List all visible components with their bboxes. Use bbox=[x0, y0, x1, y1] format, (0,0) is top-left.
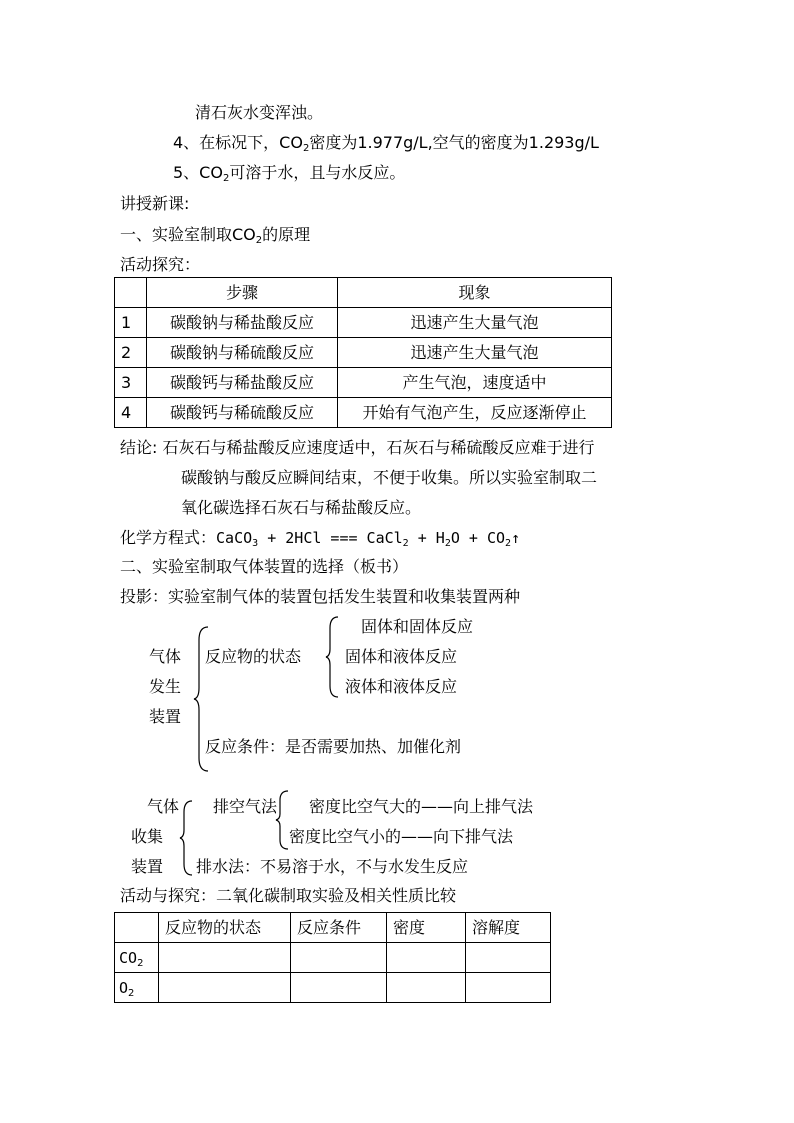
table-header-cell: 反应物的状态 bbox=[159, 913, 291, 943]
collector-label-2: 收集 bbox=[131, 827, 164, 846]
text-segment: CaCO bbox=[216, 529, 253, 547]
text-segment: 的原理 bbox=[262, 225, 311, 244]
subscript: 2 bbox=[402, 538, 409, 549]
generator-label-2: 发生 bbox=[149, 677, 182, 696]
subscript: 2 bbox=[255, 235, 263, 246]
table-cell bbox=[291, 943, 387, 973]
table-cell: 1 bbox=[115, 308, 147, 338]
table-row bbox=[115, 368, 612, 398]
table-header-cell bbox=[115, 278, 147, 308]
activity-label: 活动探究： bbox=[120, 255, 201, 274]
collector-label-1: 气体 bbox=[147, 797, 180, 816]
equation-body bbox=[216, 529, 520, 547]
table-cell: 迅速产生大量气泡 bbox=[338, 308, 612, 338]
table-cell: 碳酸钠与稀盐酸反应 bbox=[147, 308, 338, 338]
subscript: 3 bbox=[252, 538, 259, 549]
water-displacement-method: 排水法：不易溶于水，不与水发生反应 bbox=[196, 857, 469, 876]
subscript: 2 bbox=[505, 538, 512, 549]
table-row bbox=[115, 943, 551, 973]
subscript: 2 bbox=[137, 957, 144, 969]
table-row bbox=[115, 398, 612, 428]
comparison-table bbox=[114, 912, 551, 1003]
up-arrow: ↑ bbox=[511, 529, 521, 547]
reactant-state-label: 反应物的状态 bbox=[205, 647, 302, 666]
conclusion-line-2: 碳酸钠与酸反应瞬间结束，不便于收集。所以实验室制取二 bbox=[181, 468, 598, 487]
generator-label-1: 气体 bbox=[149, 647, 182, 666]
table-cell: 碳酸钙与稀硫酸反应 bbox=[147, 398, 338, 428]
table-cell: 碳酸钙与稀盐酸反应 bbox=[147, 368, 338, 398]
option-liquid-liquid: 液体和液体反应 bbox=[345, 677, 458, 696]
subscript: 2 bbox=[222, 173, 230, 184]
option-solid-solid: 固体和固体反应 bbox=[361, 617, 474, 636]
table-cell: 迅速产生大量气泡 bbox=[338, 338, 612, 368]
table-row bbox=[115, 308, 612, 338]
table-cell bbox=[466, 943, 551, 973]
text-segment: + H bbox=[408, 529, 445, 547]
text-line-2 bbox=[173, 133, 599, 153]
table-header-cell: 反应条件 bbox=[291, 913, 387, 943]
table-header-cell: 溶解度 bbox=[466, 913, 551, 943]
collect-brace bbox=[180, 800, 194, 876]
conclusion-line-1: 结论: 石灰石与稀盐酸反应速度适中，石灰石与稀硫酸反应难于进行 bbox=[120, 438, 595, 457]
subscript: 2 bbox=[128, 987, 135, 999]
row-label-co2 bbox=[115, 943, 159, 973]
text-segment: + 2HCl === CaCl bbox=[258, 529, 403, 547]
table-header-cell: 密度 bbox=[387, 913, 466, 943]
table-cell bbox=[387, 973, 466, 1003]
state-brace bbox=[326, 616, 340, 698]
table-header-row bbox=[115, 913, 551, 943]
text-segment: 密度为1.977g/L,空气的密度为1.293g/L bbox=[309, 133, 599, 152]
table-cell bbox=[159, 973, 291, 1003]
table-cell bbox=[291, 973, 387, 1003]
projection-line: 投影：实验室制气体的装置包括发生装置和收集装置两种 bbox=[120, 587, 521, 606]
text-segment: 可溶于水，且与水反应。 bbox=[229, 163, 406, 182]
text-segment: 5、CO bbox=[173, 163, 223, 182]
table-header-cell: 现象 bbox=[338, 278, 612, 308]
collector-label-3: 装置 bbox=[131, 857, 164, 876]
equation-label: 化学方程式： bbox=[120, 528, 217, 547]
generator-label-3: 装置 bbox=[149, 707, 182, 726]
downward-air-method: 密度比空气小的——向下排气法 bbox=[289, 827, 514, 846]
subscript: 2 bbox=[444, 538, 451, 549]
brace-path bbox=[180, 801, 192, 875]
air-brace bbox=[276, 790, 290, 850]
text-line-3 bbox=[173, 163, 405, 183]
reaction-condition-line: 反应条件：是否需要加热、加催化剂 bbox=[205, 737, 462, 756]
table-cell: 产生气泡，速度适中 bbox=[338, 368, 612, 398]
table-row bbox=[115, 973, 551, 1003]
table-header-cell bbox=[115, 913, 159, 943]
table-cell: 开始有气泡产生，反应逐渐停止 bbox=[338, 398, 612, 428]
section-heading-new-lesson: 讲授新课: bbox=[120, 194, 190, 213]
text-segment: 一、实验室制取CO bbox=[120, 225, 256, 244]
table-cell: 碳酸钠与稀硫酸反应 bbox=[147, 338, 338, 368]
row-label-o2 bbox=[115, 973, 159, 1003]
table-header-cell: 步骤 bbox=[147, 278, 338, 308]
table-row bbox=[115, 338, 612, 368]
brace-path bbox=[276, 791, 288, 849]
activity-2-title: 活动与探究：二氧化碳制取实验及相关性质比较 bbox=[120, 886, 457, 905]
chemical-equation bbox=[120, 528, 520, 548]
table-cell: 3 bbox=[115, 368, 147, 398]
subscript: 2 bbox=[302, 143, 310, 154]
table-cell: 2 bbox=[115, 338, 147, 368]
air-displacement-label: 排空气法 bbox=[213, 797, 278, 816]
table-cell bbox=[387, 943, 466, 973]
text-segment: 4、在标况下，CO bbox=[173, 133, 303, 152]
section-heading-apparatus: 二、实验室制取气体装置的选择（板书） bbox=[120, 557, 409, 576]
experiment-table bbox=[114, 277, 612, 428]
upward-air-method: 密度比空气大的——向上排气法 bbox=[309, 797, 534, 816]
table-cell bbox=[159, 943, 291, 973]
option-solid-liquid: 固体和液体反应 bbox=[345, 647, 458, 666]
table-header-row bbox=[115, 278, 612, 308]
table-cell: 4 bbox=[115, 398, 147, 428]
text-line-1: 清石灰水变浑浊。 bbox=[195, 103, 324, 122]
brace-path bbox=[326, 617, 338, 697]
text-segment: O bbox=[119, 978, 129, 997]
text-segment: CO bbox=[119, 948, 138, 967]
conclusion-line-3: 氧化碳选择石灰石与稀盐酸反应。 bbox=[181, 498, 422, 517]
text-segment: O + CO bbox=[450, 529, 506, 547]
section-heading-principle bbox=[120, 225, 310, 245]
table-cell bbox=[466, 973, 551, 1003]
